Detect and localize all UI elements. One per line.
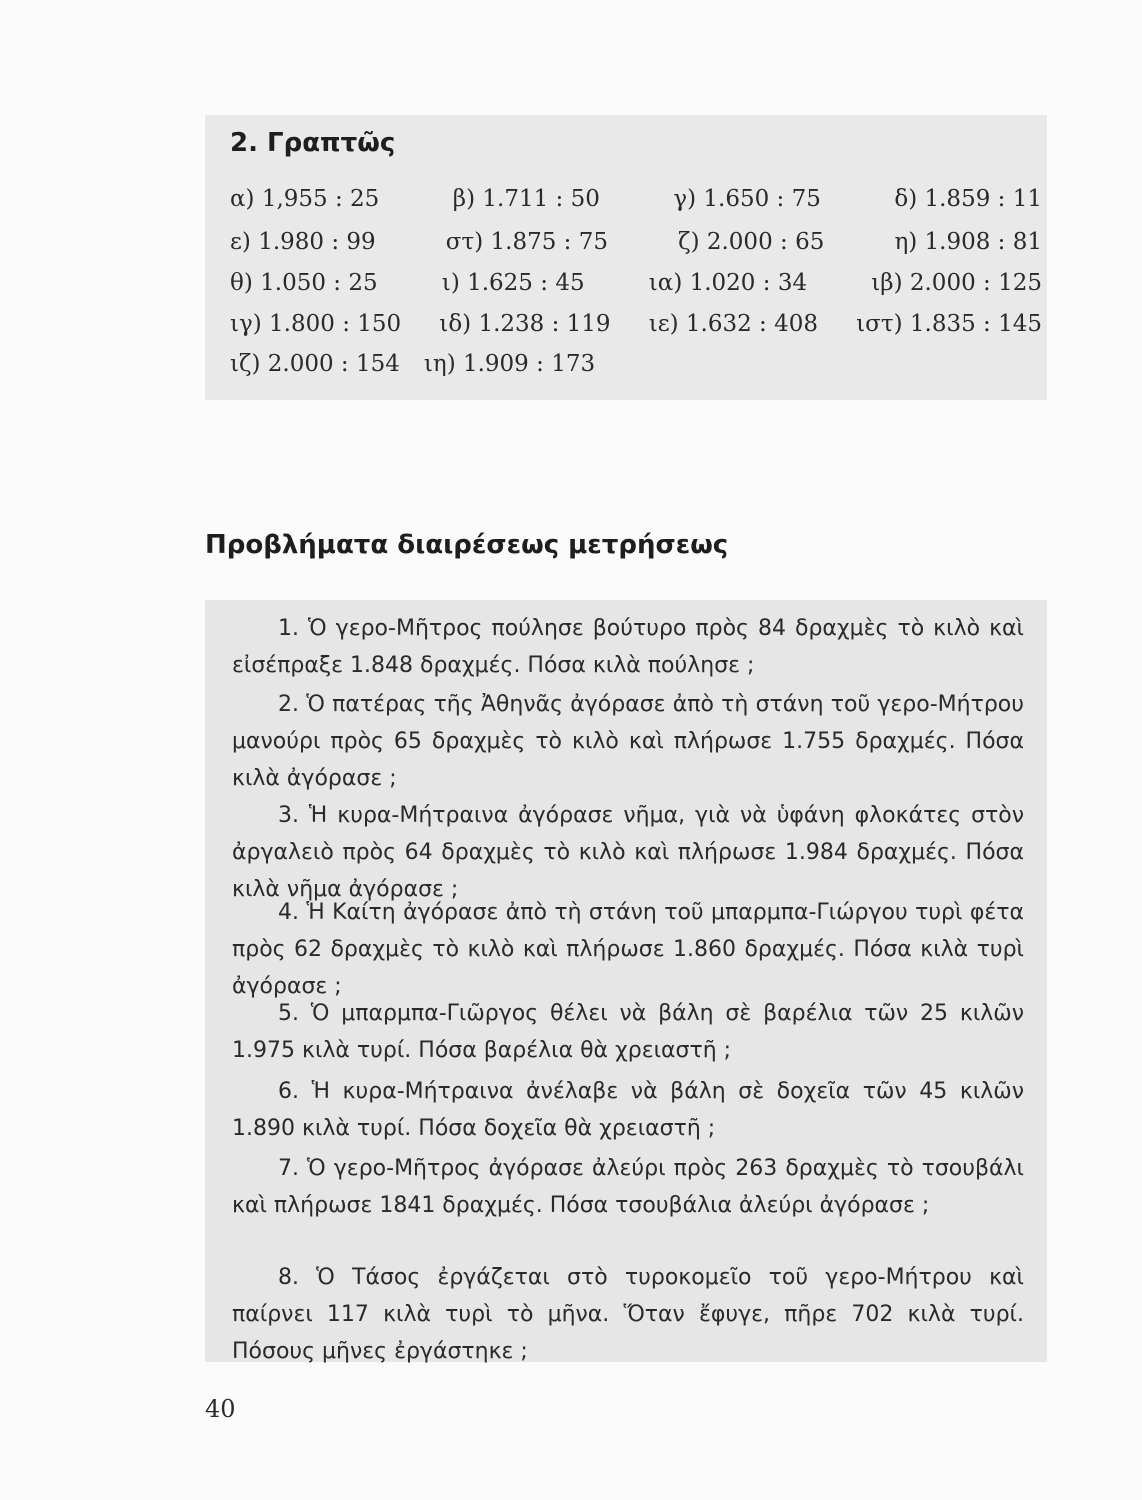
exercise-cell: ιδ) 1.238 : 119 (439, 311, 611, 337)
exercise-cell: ε) 1.980 : 99 (230, 229, 376, 255)
written-exercises-title: 2. Γραπτῶς (230, 128, 396, 158)
exercise-cell: β) 1.711 : 50 (452, 186, 600, 212)
exercise-cell: γ) 1.650 : 75 (673, 186, 821, 212)
exercise-cell: ιγ) 1.800 : 150 (230, 311, 402, 337)
exercise-cell: θ) 1.050 : 25 (230, 270, 378, 296)
exercise-cell: στ) 1.875 : 75 (445, 229, 608, 255)
exercise-cell: α) 1,955 : 25 (230, 186, 380, 212)
problem-8: 8. Ὁ Τάσος ἐργάζεται στὸ τυροκομεῖο τοῦ γερο-Μήτρου καὶ παίρνει 117 κιλὰ τυρὶ τὸ μῆνα. Ὅταν ἔφυγε, πῆρε 702 κιλὰ τυρί. Πόσους μῆνες ἐργάστηκε ; (232, 1265, 1024, 1364)
exercise-row-1 (230, 186, 1042, 226)
exercise-cell: ια) 1.020 : 34 (648, 270, 808, 296)
problem-3: 3. Ἡ κυρα-Μήτραινα ἀγόρασε νῆμα, γιὰ νὰ ὑφάνη φλοκάτες στὸν ἀργαλειὸ πρὸς 64 δραχμὲς τὸ κιλὸ καὶ πλήρωσε 1.984 δραχμές. Πόσα κιλὰ νῆμα ἀγόρασε ; (232, 803, 1024, 902)
problem-4: 4. Ἡ Καίτη ἀγόρασε ἀπὸ τὴ στάνη τοῦ μπαρμπα-Γιώργου τυρὶ φέτα πρὸς 62 δραχμὲς τὸ κιλὸ καὶ πλήρωσε 1.860 δραχμές. Πόσα κιλὰ τυρὶ ἀγόρασε ; (232, 900, 1024, 999)
exercise-cell: ιβ) 2.000 : 125 (871, 270, 1042, 296)
problem-5: 5. Ὁ μπαρμπα-Γιῶργος θέλει νὰ βάλη σὲ βαρέλια τῶν 25 κιλῶν 1.975 κιλὰ τυρί. Πόσα βαρέλια θὰ χρειαστῆ ; (232, 1001, 1024, 1063)
problem-7: 7. Ὁ γερο-Μῆτρος ἀγόρασε ἀλεύρι πρὸς 263 δραχμὲς τὸ τσουβάλι καὶ πλήρωσε 1841 δραχμές. Πόσα τσουβάλια ἀλεύρι ἀγόρασε ; (232, 1156, 1024, 1218)
exercise-row-5 (230, 351, 1042, 391)
problem-2: 2. Ὁ πατέρας τῆς Ἀθηνᾶς ἀγόρασε ἀπὸ τὴ στάνη τοῦ γερο-Μήτρου μανούρι πρὸς 65 δραχμὲς τὸ κιλὸ καὶ πλήρωσε 1.755 δραχμές. Πόσα κιλὰ ἀγόρασε ; (232, 692, 1024, 791)
exercise-row-3 (230, 270, 1042, 310)
exercise-row-4 (230, 311, 1042, 351)
exercise-row-2 (230, 229, 1042, 269)
exercise-cell: δ) 1.859 : 11 (894, 186, 1042, 212)
page-number: 40 (205, 1395, 236, 1423)
problem-1: 1. Ὁ γερο-Μῆτρος πούλησε βούτυρο πρὸς 84 δραχμὲς τὸ κιλὸ καὶ εἰσέπραξε 1.848 δραχμές. Πόσα κιλὰ πούλησε ; (232, 616, 1024, 678)
problems-heading: Προβλήματα διαιρέσεως μετρήσεως (205, 530, 729, 560)
problem-6: 6. Ἡ κυρα-Μήτραινα ἀνέλαβε νὰ βάλη σὲ δοχεῖα τῶν 45 κιλῶν 1.890 κιλὰ τυρί. Πόσα δοχεῖα θὰ χρειαστῆ ; (232, 1079, 1024, 1141)
exercise-cell: ιζ) 2.000 : 154 (230, 351, 400, 377)
exercise-cell: ιη) 1.909 : 173 (423, 351, 596, 377)
exercise-cell: ζ) 2.000 : 65 (678, 229, 825, 255)
exercise-cell: ι) 1.625 : 45 (441, 270, 585, 296)
exercise-cell: ιστ) 1.835 : 145 (856, 311, 1042, 337)
exercise-cell: ιε) 1.632 : 408 (648, 311, 819, 337)
exercise-cell: η) 1.908 : 81 (894, 229, 1042, 255)
